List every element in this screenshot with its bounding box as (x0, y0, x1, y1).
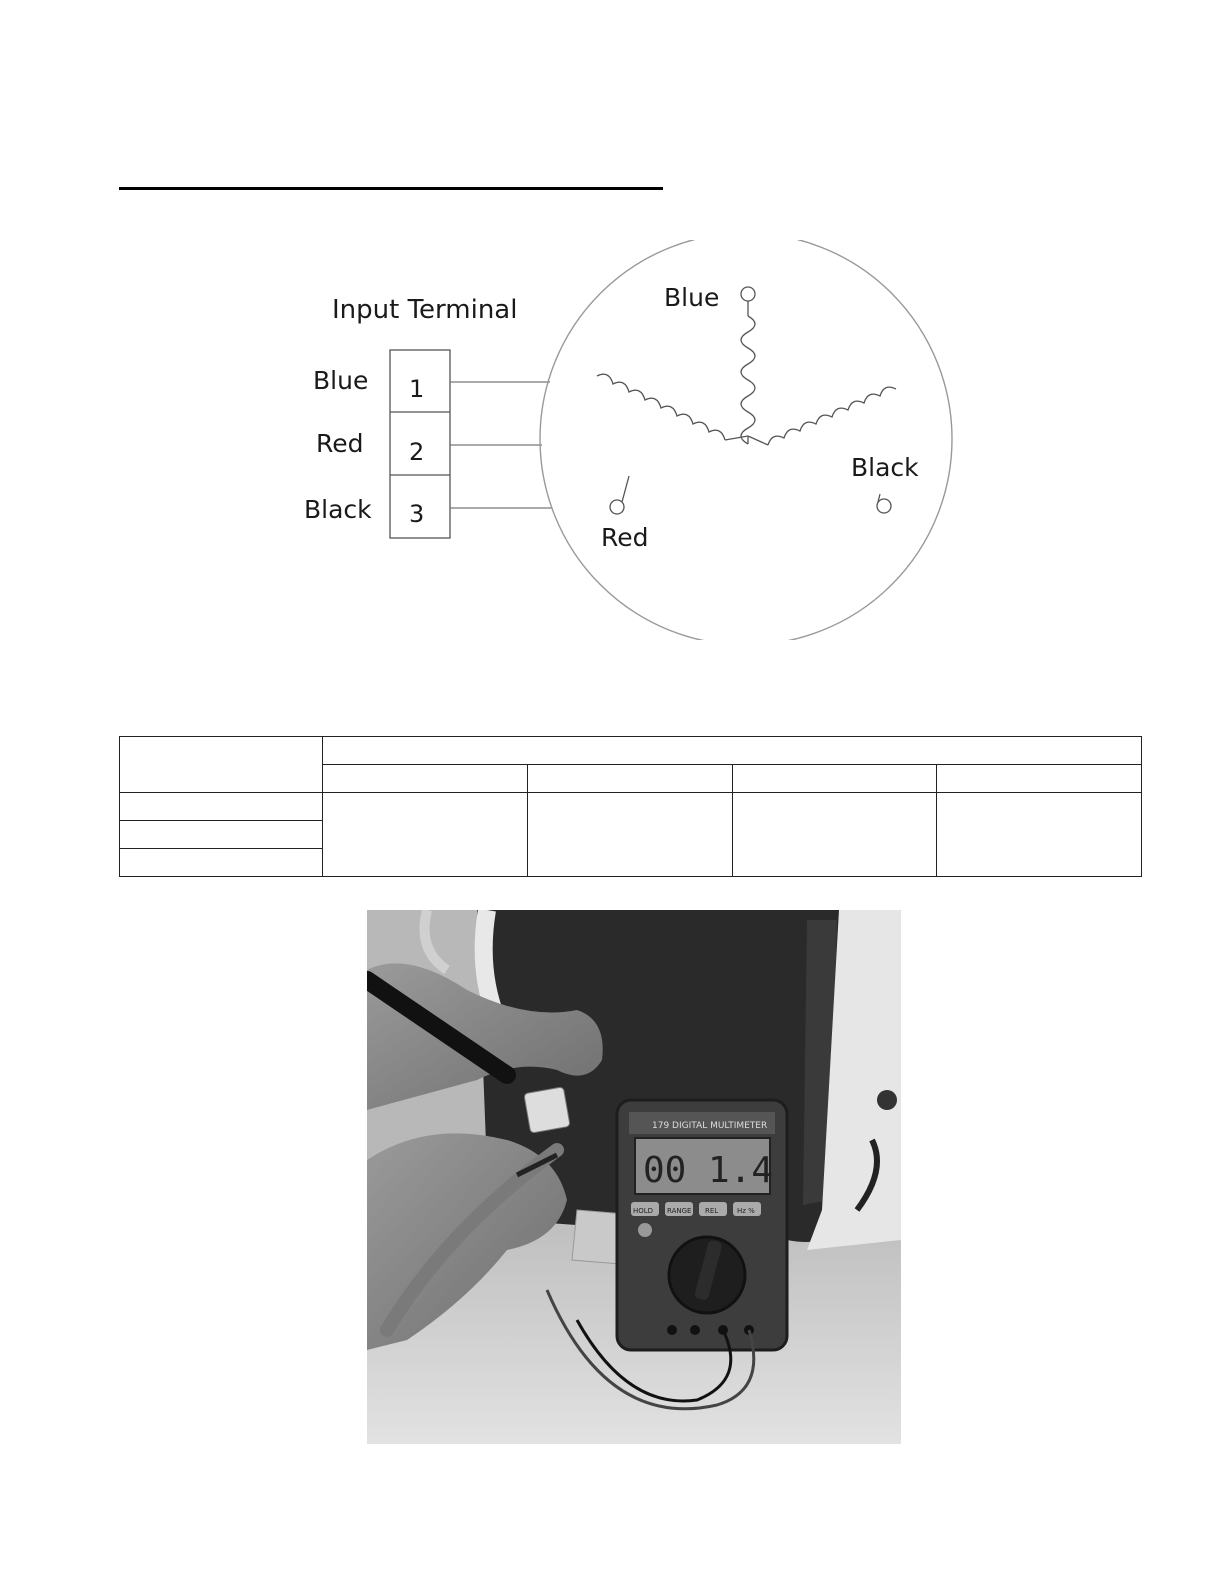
table-header-span (323, 737, 1142, 765)
winding-label-black: Black (851, 453, 919, 482)
meter-button-hold: HOLD (633, 1207, 654, 1215)
terminal-wire-label-blue: Blue (313, 366, 369, 395)
meter-button-hz: Hz % (737, 1207, 755, 1215)
terminal-number-1: 1 (409, 375, 425, 403)
table-subheader-cell (732, 765, 936, 793)
meter-brand-text: 179 DIGITAL MULTIMETER (652, 1121, 768, 1131)
terminal-number-3: 3 (409, 500, 425, 528)
table-row-label-cell (120, 821, 323, 849)
meter-button-range: RANGE (667, 1207, 692, 1215)
multimeter (617, 1100, 787, 1350)
resistance-table (119, 736, 1142, 877)
terminal-number-2: 2 (409, 438, 425, 466)
table-subheader-cell (936, 765, 1141, 793)
table-value-cell (732, 793, 936, 877)
input-terminal-title: Input Terminal (332, 295, 518, 325)
table-value-cell (936, 793, 1141, 877)
winding-label-red: Red (601, 523, 649, 552)
table-value-cell (323, 793, 528, 877)
meter-display-reading: 00 1.4 (643, 1150, 774, 1191)
motor-housing-circle (540, 240, 952, 640)
table-header-blank (120, 737, 323, 793)
terminal-wire-label-black: Black (304, 495, 372, 524)
table-subheader-cell (323, 765, 528, 793)
table-row-label-cell (120, 793, 323, 821)
table-subheader-cell (528, 765, 732, 793)
table-value-cell (528, 793, 732, 877)
terminal-wire-label-red: Red (316, 429, 364, 458)
section-heading-underline (119, 187, 663, 190)
winding-label-blue: Blue (664, 283, 720, 312)
multimeter-measurement-photo (367, 910, 901, 1444)
meter-button-rel: REL (705, 1207, 719, 1215)
table-row-label-cell (120, 849, 323, 877)
motor-wiring-diagram (290, 240, 970, 640)
